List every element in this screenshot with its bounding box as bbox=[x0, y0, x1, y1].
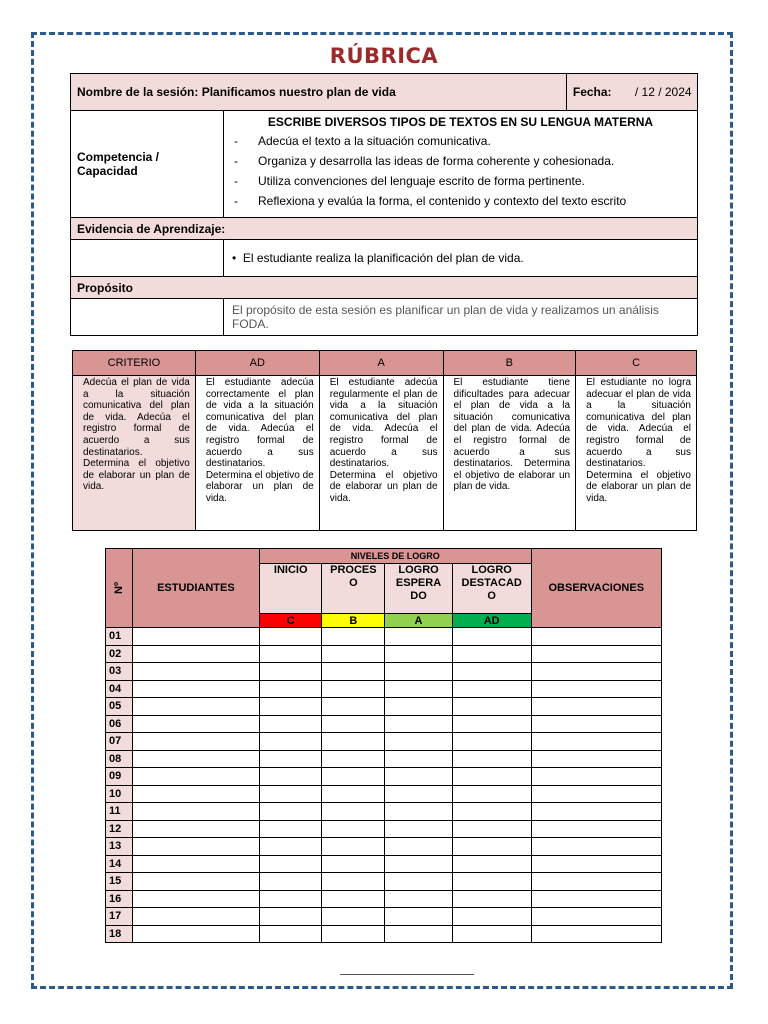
table-row bbox=[106, 733, 662, 751]
session-name: Nombre de la sesión: Planificamos nuestro plan de vida bbox=[71, 74, 567, 111]
date-value: / 12 / 2024 bbox=[635, 74, 698, 111]
competence-title: ESCRIBE DIVERSOS TIPOS DE TEXTOS EN SU LENGUA MATERNA bbox=[267, 115, 654, 129]
student-name-cell[interactable] bbox=[132, 925, 259, 943]
observation-cell[interactable] bbox=[531, 908, 661, 926]
student-name-cell[interactable] bbox=[132, 698, 259, 716]
level-cell[interactable] bbox=[322, 750, 385, 768]
table-row bbox=[106, 838, 662, 856]
level-cell[interactable] bbox=[385, 908, 453, 926]
row-number: 10 bbox=[106, 785, 133, 803]
b-cell: El estudiante tiene dificultades para adecuar el plan de vida a la situación comunicativa del plan de vida. Adecúa el registro formal de acuerdo a sus destinatarios. Determina el objetivo de elaborar un plan de vida. bbox=[443, 376, 576, 531]
table-row bbox=[106, 680, 662, 698]
level-cell[interactable] bbox=[385, 663, 453, 681]
level-cell[interactable] bbox=[452, 890, 531, 908]
session-table bbox=[70, 73, 698, 336]
row-number: 15 bbox=[106, 873, 133, 891]
observation-cell[interactable] bbox=[531, 838, 661, 856]
students-header: ESTUDIANTES bbox=[132, 549, 259, 628]
row-number: 05 bbox=[106, 698, 133, 716]
row-number: 18 bbox=[106, 925, 133, 943]
observation-cell[interactable] bbox=[531, 698, 661, 716]
level-cell[interactable] bbox=[385, 803, 453, 821]
level-cell[interactable] bbox=[259, 680, 322, 698]
level-cell[interactable] bbox=[322, 698, 385, 716]
level-cell[interactable] bbox=[259, 663, 322, 681]
level-code: AD bbox=[452, 614, 531, 628]
level-cell[interactable] bbox=[385, 698, 453, 716]
row-number: 03 bbox=[106, 663, 133, 681]
observation-cell[interactable] bbox=[531, 750, 661, 768]
observation-cell[interactable] bbox=[531, 785, 661, 803]
signature-line bbox=[340, 974, 474, 975]
level-cell[interactable] bbox=[452, 838, 531, 856]
table-row bbox=[106, 785, 662, 803]
level-cell[interactable] bbox=[385, 925, 453, 943]
table-row bbox=[106, 768, 662, 786]
table-row bbox=[106, 698, 662, 716]
table-row bbox=[106, 645, 662, 663]
level-cell[interactable] bbox=[322, 820, 385, 838]
observation-cell[interactable] bbox=[531, 733, 661, 751]
student-name-cell[interactable] bbox=[132, 908, 259, 926]
competence-label: Competencia / Capacidad bbox=[71, 111, 224, 218]
level-cell[interactable] bbox=[322, 890, 385, 908]
level-cell[interactable] bbox=[385, 820, 453, 838]
observation-cell[interactable] bbox=[531, 820, 661, 838]
level-cell[interactable] bbox=[452, 628, 531, 646]
student-name-cell[interactable] bbox=[132, 663, 259, 681]
student-name-cell[interactable] bbox=[132, 768, 259, 786]
a-cell: El estudiante adecúa regularmente el plan de vida a la situación comunicativa del plan de vida. Adecúa el registro formal de acuerdo a sus destinatarios. Determina el objetivo de elaborar un plan de vida. bbox=[319, 376, 443, 531]
level-cell[interactable] bbox=[322, 715, 385, 733]
level-cell[interactable] bbox=[322, 680, 385, 698]
level-cell[interactable] bbox=[259, 890, 322, 908]
table-row bbox=[106, 750, 662, 768]
a-header: A bbox=[319, 351, 443, 376]
level-cell[interactable] bbox=[452, 733, 531, 751]
observation-cell[interactable] bbox=[531, 855, 661, 873]
level-cell[interactable] bbox=[452, 803, 531, 821]
table-row bbox=[106, 890, 662, 908]
criteria-header: CRITERIO bbox=[73, 351, 196, 376]
level-name: PROCES O bbox=[322, 564, 385, 614]
table-row bbox=[106, 855, 662, 873]
level-cell[interactable] bbox=[322, 785, 385, 803]
number-header: Nº bbox=[106, 549, 133, 628]
level-cell[interactable] bbox=[452, 680, 531, 698]
level-cell[interactable] bbox=[259, 820, 322, 838]
ad-cell: El estudiante adecúa correctamente el plan de vida a la situación comunicativa del plan de vida. Adecúa el registro formal de acuerdo a sus destinatarios. Determina el objetivo de elaborar un plan de vida. bbox=[195, 376, 319, 531]
observation-cell[interactable] bbox=[531, 680, 661, 698]
observation-cell[interactable] bbox=[531, 925, 661, 943]
level-cell[interactable] bbox=[452, 750, 531, 768]
level-cell[interactable] bbox=[452, 768, 531, 786]
level-cell[interactable] bbox=[322, 645, 385, 663]
level-cell[interactable] bbox=[259, 698, 322, 716]
capacity-list bbox=[224, 131, 697, 211]
row-number: 08 bbox=[106, 750, 133, 768]
level-cell[interactable] bbox=[385, 768, 453, 786]
observations-header: OBSERVACIONES bbox=[531, 549, 661, 628]
table-row bbox=[106, 908, 662, 926]
observation-cell[interactable] bbox=[531, 873, 661, 891]
purpose-text: El propósito de esta sesión es planificar un plan de vida y realizamos un análisis FODA. bbox=[224, 299, 698, 336]
level-cell[interactable] bbox=[259, 873, 322, 891]
purpose-label: Propósito bbox=[71, 277, 698, 299]
ad-header: AD bbox=[195, 351, 319, 376]
level-cell[interactable] bbox=[385, 838, 453, 856]
level-cell[interactable] bbox=[452, 645, 531, 663]
student-name-cell[interactable] bbox=[132, 890, 259, 908]
student-name-cell[interactable] bbox=[132, 733, 259, 751]
row-number: 16 bbox=[106, 890, 133, 908]
observation-cell[interactable] bbox=[531, 645, 661, 663]
row-number: 06 bbox=[106, 715, 133, 733]
level-cell[interactable] bbox=[322, 803, 385, 821]
row-number: 17 bbox=[106, 908, 133, 926]
row-number: 13 bbox=[106, 838, 133, 856]
observation-cell[interactable] bbox=[531, 715, 661, 733]
evidence-text: • El estudiante realiza la planificación del plan de vida. bbox=[224, 240, 698, 277]
level-cell[interactable] bbox=[259, 925, 322, 943]
level-cell[interactable] bbox=[322, 733, 385, 751]
level-cell[interactable] bbox=[452, 663, 531, 681]
level-cell[interactable] bbox=[259, 733, 322, 751]
observation-cell[interactable] bbox=[531, 663, 661, 681]
table-row bbox=[106, 715, 662, 733]
level-cell[interactable] bbox=[259, 750, 322, 768]
level-cell[interactable] bbox=[322, 925, 385, 943]
level-cell[interactable] bbox=[322, 855, 385, 873]
level-cell[interactable] bbox=[385, 680, 453, 698]
level-cell[interactable] bbox=[259, 855, 322, 873]
capacity-item: - Adecúa el texto a la situación comunicativa. bbox=[234, 131, 697, 151]
row-number: 04 bbox=[106, 680, 133, 698]
level-cell[interactable] bbox=[259, 803, 322, 821]
student-name-cell[interactable] bbox=[132, 645, 259, 663]
level-cell[interactable] bbox=[385, 715, 453, 733]
student-name-cell[interactable] bbox=[132, 803, 259, 821]
level-cell[interactable] bbox=[452, 873, 531, 891]
table-row bbox=[106, 873, 662, 891]
student-name-cell[interactable] bbox=[132, 680, 259, 698]
level-cell[interactable] bbox=[385, 750, 453, 768]
level-cell[interactable] bbox=[259, 768, 322, 786]
student-name-cell[interactable] bbox=[132, 715, 259, 733]
level-code: C bbox=[259, 614, 322, 628]
row-number: 01 bbox=[106, 628, 133, 646]
date-label: Fecha: bbox=[566, 74, 635, 111]
level-cell[interactable] bbox=[452, 785, 531, 803]
level-cell[interactable] bbox=[322, 873, 385, 891]
observation-cell[interactable] bbox=[531, 628, 661, 646]
row-number: 11 bbox=[106, 803, 133, 821]
student-name-cell[interactable] bbox=[132, 750, 259, 768]
student-name-cell[interactable] bbox=[132, 838, 259, 856]
level-cell[interactable] bbox=[322, 628, 385, 646]
level-cell[interactable] bbox=[322, 768, 385, 786]
b-header: B bbox=[443, 351, 576, 376]
level-cell[interactable] bbox=[322, 908, 385, 926]
capacity-item: - Organiza y desarrolla las ideas de forma coherente y cohesionada. bbox=[234, 151, 697, 171]
table-row bbox=[106, 628, 662, 646]
row-number: 14 bbox=[106, 855, 133, 873]
level-cell[interactable] bbox=[452, 908, 531, 926]
capacity-item: - Reflexiona y evalúa la forma, el contenido y contexto del texto escrito bbox=[234, 191, 697, 211]
level-cell[interactable] bbox=[385, 785, 453, 803]
level-cell[interactable] bbox=[259, 628, 322, 646]
student-name-cell[interactable] bbox=[132, 855, 259, 873]
evidence-label: Evidencia de Aprendizaje: bbox=[71, 218, 698, 240]
level-cell[interactable] bbox=[385, 733, 453, 751]
student-name-cell[interactable] bbox=[132, 820, 259, 838]
criteria-cell: Adecúa el plan de vida a la situación comunicativa del plan de vida. Adecúa el registro formal de acuerdo a sus destinatarios. Determina el objetivo de elaborar un plan de vida. bbox=[73, 376, 196, 531]
observation-cell[interactable] bbox=[531, 768, 661, 786]
level-cell[interactable] bbox=[385, 855, 453, 873]
level-cell[interactable] bbox=[322, 838, 385, 856]
level-cell[interactable] bbox=[452, 855, 531, 873]
table-row bbox=[106, 663, 662, 681]
level-cell[interactable] bbox=[452, 820, 531, 838]
row-number: 12 bbox=[106, 820, 133, 838]
level-cell[interactable] bbox=[385, 890, 453, 908]
capacity-item: - Utiliza convenciones del lenguaje escrito de forma pertinente. bbox=[234, 171, 697, 191]
level-cell[interactable] bbox=[385, 645, 453, 663]
c-header: C bbox=[576, 351, 697, 376]
row-number: 02 bbox=[106, 645, 133, 663]
level-cell[interactable] bbox=[452, 715, 531, 733]
students-table bbox=[105, 548, 662, 943]
level-name: INICIO bbox=[259, 564, 322, 614]
criteria-table bbox=[72, 350, 697, 531]
level-cell[interactable] bbox=[259, 715, 322, 733]
level-cell[interactable] bbox=[452, 925, 531, 943]
level-cell[interactable] bbox=[259, 785, 322, 803]
page-title: RÚBRICA bbox=[329, 44, 439, 68]
level-code: A bbox=[385, 614, 453, 628]
table-row bbox=[106, 925, 662, 943]
level-cell[interactable] bbox=[259, 838, 322, 856]
table-row bbox=[106, 820, 662, 838]
levels-header: NIVELES DE LOGRO bbox=[259, 549, 531, 564]
level-code: B bbox=[322, 614, 385, 628]
level-cell[interactable] bbox=[259, 908, 322, 926]
row-number: 09 bbox=[106, 768, 133, 786]
level-cell[interactable] bbox=[385, 628, 453, 646]
level-name: LOGRO DESTACAD O bbox=[452, 564, 531, 614]
student-name-cell[interactable] bbox=[132, 628, 259, 646]
row-number: 07 bbox=[106, 733, 133, 751]
student-name-cell[interactable] bbox=[132, 785, 259, 803]
level-cell[interactable] bbox=[322, 663, 385, 681]
level-cell[interactable] bbox=[452, 698, 531, 716]
observation-cell[interactable] bbox=[531, 803, 661, 821]
level-cell[interactable] bbox=[259, 645, 322, 663]
student-name-cell[interactable] bbox=[132, 873, 259, 891]
c-cell: El estudiante no logra adecuar el plan de vida a la situación comunicativa del plan de vida. Adecúa el registro formal de acuerdo a sus destinatarios. Determina el objetivo de elaborar un plan de vida. bbox=[576, 376, 697, 531]
level-cell[interactable] bbox=[385, 873, 453, 891]
table-row bbox=[106, 803, 662, 821]
level-name: LOGRO ESPERA DO bbox=[385, 564, 453, 614]
observation-cell[interactable] bbox=[531, 890, 661, 908]
